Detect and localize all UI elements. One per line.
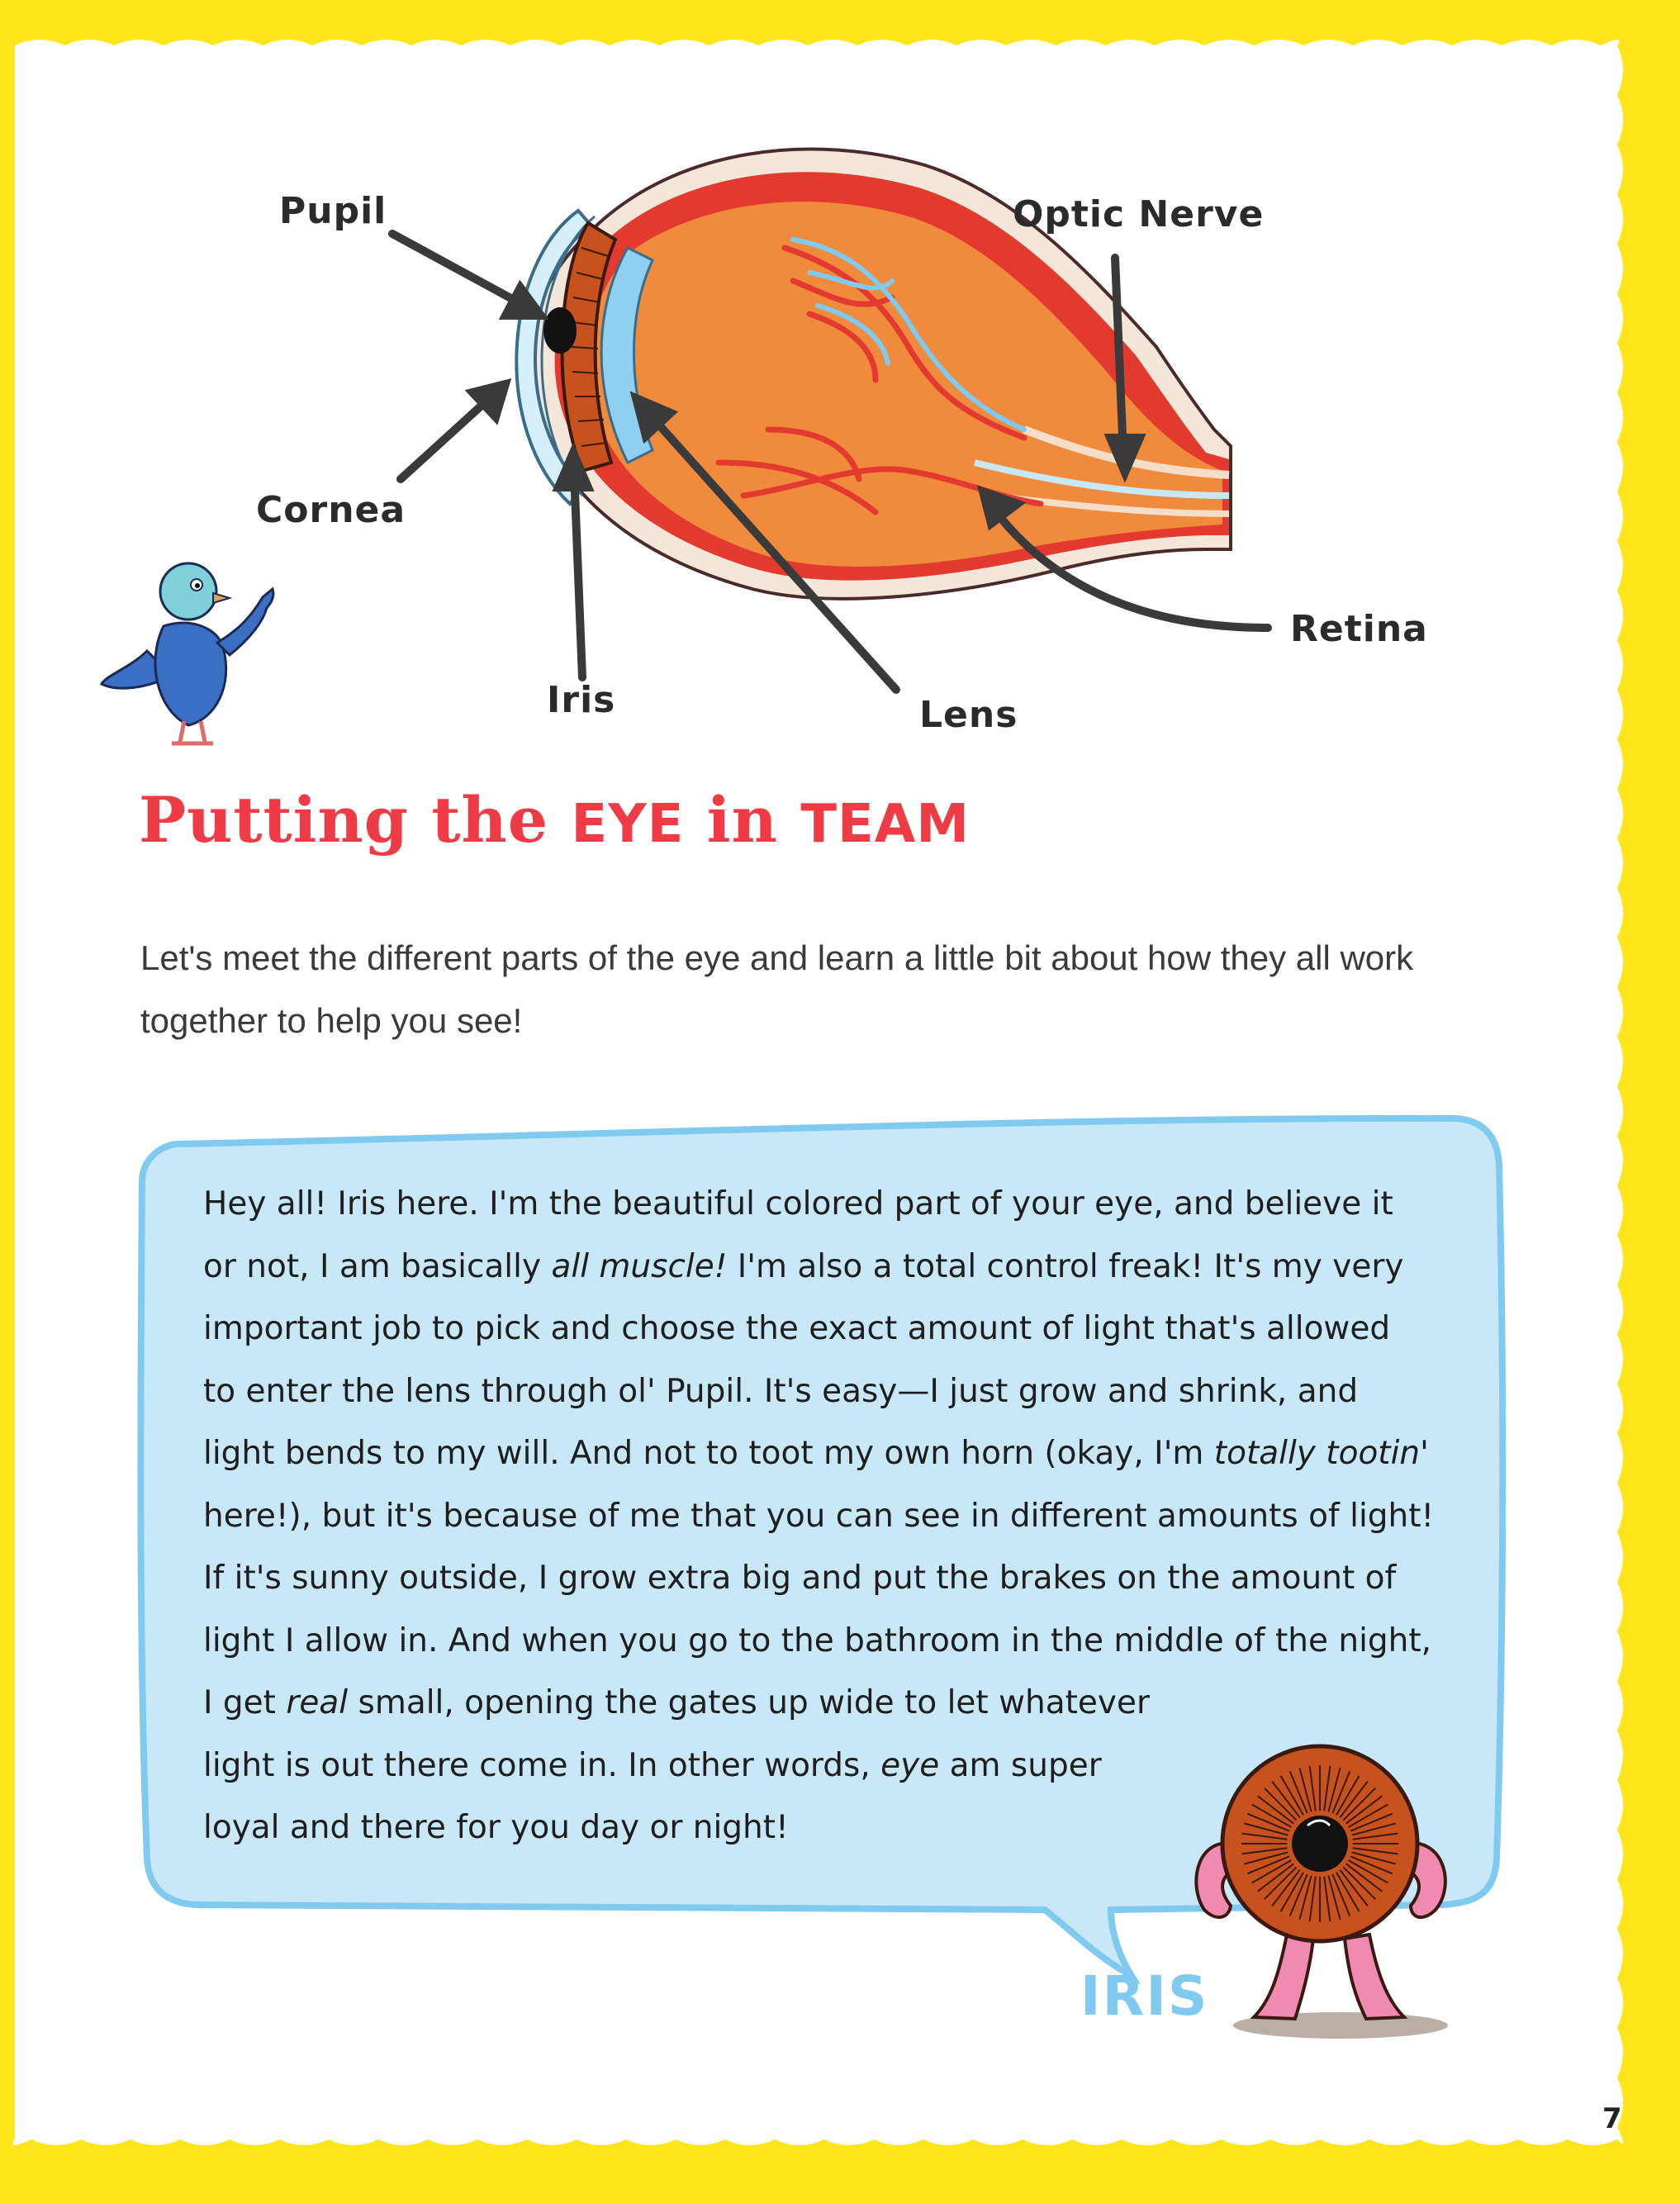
bubble-line — [203, 1610, 1459, 1673]
bubble-segment: or not, I am basically — [203, 1247, 552, 1285]
bubble-line — [203, 1422, 1459, 1485]
bubble-segment: light I allow in. And when you go to the bathroom in the middle of the night, — [203, 1621, 1432, 1659]
label-optic-nerve: Optic Nerve — [1013, 193, 1265, 235]
bubble-line — [203, 1173, 1459, 1236]
label-lens: Lens — [919, 694, 1018, 736]
intro-paragraph: Let's meet the different parts of the eye and learn a little bit about how they all work together to help you see! — [140, 938, 1414, 1040]
bubble-segment: am super — [939, 1746, 1102, 1784]
bubble-segment: here!), but it's because of me that you can see in different amounts of light! — [203, 1497, 1435, 1535]
bubble-line — [203, 1298, 1459, 1360]
label-retina: Retina — [1290, 608, 1428, 650]
character-name-iris: IRIS — [1080, 1964, 1209, 2028]
bubble-segment: loyal and there for you day or night! — [203, 1809, 789, 1846]
bubble-emphasis: totally tootin' — [1213, 1435, 1429, 1472]
bubble-emphasis: eye — [880, 1746, 940, 1784]
heading-part-4: TEAM — [800, 794, 970, 855]
heading-part-1: Putting the — [139, 783, 572, 857]
bubble-segment: important job to pick and choose the exact amount of light that's allowed — [203, 1310, 1391, 1347]
bubble-line — [203, 1547, 1459, 1610]
bubble-segment: light is out there come in. In other words, — [203, 1746, 881, 1784]
bubble-segment: light bends to my will. And not to toot my own horn (okay, I'm — [203, 1435, 1214, 1472]
page-number: 7 — [1602, 2102, 1622, 2135]
bubble-segment: I get — [203, 1684, 287, 1721]
heading-part-2: EYE — [571, 794, 685, 855]
bubble-segment: Hey all! Iris here. I'm the beautiful colored part of your eye, and believe it — [203, 1185, 1393, 1223]
bubble-segment: small, opening the gates up wide to let whatever — [348, 1684, 1150, 1721]
bubble-emphasis: real — [286, 1684, 349, 1721]
bubble-segment: If it's sunny outside, I grow extra big and put the brakes on the amount of — [203, 1560, 1397, 1597]
iris-character-illustration — [1171, 1720, 1469, 2042]
bubble-line — [203, 1236, 1459, 1299]
label-cornea: Cornea — [256, 489, 406, 531]
bubble-emphasis: all muscle! — [551, 1247, 728, 1285]
heading-part-3: in — [684, 783, 801, 857]
bubble-line — [203, 1360, 1459, 1423]
bubble-segment: I'm also a total control freak! It's my very — [727, 1247, 1404, 1285]
label-iris: Iris — [547, 679, 616, 721]
bubble-line — [203, 1485, 1459, 1548]
bubble-segment: to enter the lens through ol' Pupil. It's easy—I just grow and shrink, and — [203, 1372, 1359, 1410]
label-pupil: Pupil — [279, 190, 387, 232]
